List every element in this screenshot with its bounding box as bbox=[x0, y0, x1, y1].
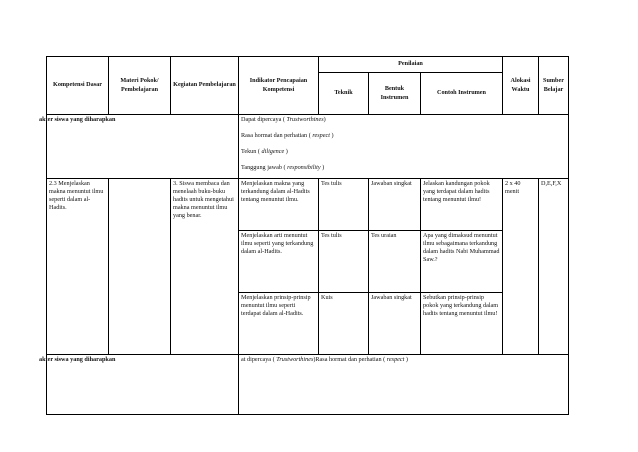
contoh-cell: Jelaskan kandungan pokok yang terdapat dalam hadits tentang menuntut ilmu! bbox=[421, 179, 503, 231]
syllabus-table bbox=[39, 56, 569, 415]
header-contoh: Contoh Instrumen bbox=[421, 73, 503, 115]
karakter-label: akter siswa yang diharapkan bbox=[39, 116, 116, 123]
header-alokasi: Alokasi Waktu bbox=[503, 57, 539, 115]
alokasi-cell: 2 x 40 menit bbox=[503, 179, 539, 355]
header-kegiatan: Kegiatan Pembelajaran bbox=[171, 57, 239, 115]
header-penilaian: Penilaian bbox=[319, 57, 503, 73]
table-row bbox=[47, 179, 569, 231]
karakter-line-3: Tekun ( diligence ) bbox=[241, 148, 288, 156]
indikator-cell: Menjelaskan arti menuntut ilmu seperti yang terkandung dalam al-Hadits. bbox=[239, 231, 319, 293]
contoh-cell: Apa yang dimaksud menuntut ilmu sebagaimana terkandung dalam hadits Nabi Muhammad Saw.? bbox=[421, 231, 503, 293]
karakter-row-bottom bbox=[47, 355, 569, 415]
bentuk-cell: Jawaban singkat bbox=[369, 293, 421, 355]
header-sumber: Sumber Belajar bbox=[539, 57, 569, 115]
header-materi: Materi Pokok/ Pembelajaran bbox=[109, 57, 171, 115]
contoh-cell: Sebutkan prinsip-prinsip pokok yang terkandung dalam hadits tentang menuntut ilmu! bbox=[421, 293, 503, 355]
header-indikator: Indikator Pencapaian Kompetensi bbox=[239, 57, 319, 115]
materi-cell bbox=[109, 179, 171, 355]
header-kompetensi-dasar: Kompetensi Dasar bbox=[47, 57, 109, 115]
header-bentuk: Bentuk Instrumen bbox=[369, 73, 421, 115]
teknik-cell: Tes tulis bbox=[319, 231, 369, 293]
teknik-cell: Kuis bbox=[319, 293, 369, 355]
kd-cell: 2.3 Menjelaskan makna menuntut ilmu seperti dalam al-Hadits. bbox=[47, 179, 109, 355]
karakter-line-4: Tanggung jawab ( responsibility ) bbox=[241, 164, 325, 172]
karakter-line-1: Dapat dipercaya ( Trustworthines) bbox=[241, 116, 326, 123]
header-teknik: Teknik bbox=[319, 73, 369, 115]
karakter-line-2: Rasa hormat dan perhatian ( respect ) bbox=[241, 132, 334, 140]
karakter-values-bottom: at dipercaya ( Trustworthines)Rasa hormat dan perhatian ( respect ) bbox=[239, 355, 569, 415]
bentuk-cell: Jawaban singkat bbox=[369, 179, 421, 231]
karakter-row-top bbox=[47, 115, 569, 179]
karakter-label-bottom: akter siswa yang diharapkan bbox=[39, 356, 116, 363]
sumber-cell: D,E,F,X bbox=[539, 179, 569, 355]
indikator-cell: Menjelaskan makna yang terkandung dalam al-Hadits tentang menuntut ilmu. bbox=[239, 179, 319, 231]
kegiatan-cell: 3. Siswa membaca dan menelaah buku-buku hadits untuk mengetahui makna menuntut ilmu yang benar. bbox=[171, 179, 239, 355]
bentuk-cell: Tes uraian bbox=[369, 231, 421, 293]
teknik-cell: Tes tulis bbox=[319, 179, 369, 231]
indikator-cell: Menjelaskan prinsip-prinsip menuntut ilmu seperti terdapat dalam al-Hadits. bbox=[239, 293, 319, 355]
